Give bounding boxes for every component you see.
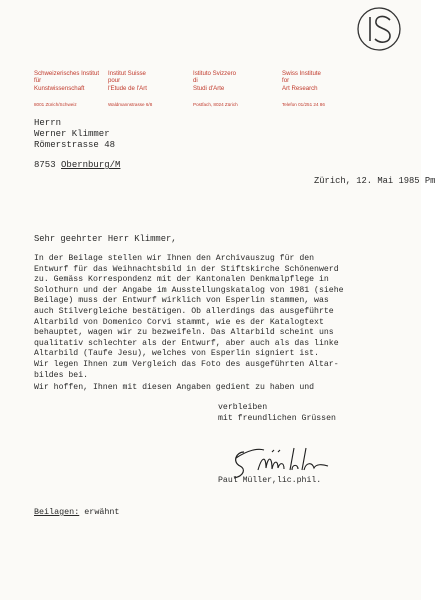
signer-name: Paul Müller,lic.phil. (218, 476, 322, 485)
body-line: auch Stilvergleiche bestätigen. Ob allerdings das ausgeführte (34, 306, 334, 316)
letterhead-address: 8001 Zürich/Schweiz (34, 102, 77, 107)
letterhead-address: Postfach, 8024 Zürich (193, 102, 238, 107)
letterhead-name-line: für (34, 77, 42, 85)
enclosure-value: erwähnt (84, 507, 120, 517)
letterhead-name-line: l'Etude de l'Art (108, 84, 147, 92)
letterhead-name-line: Kunstwissenschaft (34, 84, 85, 92)
letter-date: Zürich, 12. Mai 1985 Pm (314, 176, 435, 186)
letterhead-name-line: Institut Suisse (108, 70, 146, 77)
recipient-address (34, 118, 120, 171)
letterhead-name-line: Art Research (282, 84, 318, 92)
body-line: Beilage) muss der Entwurf wirklich von Esperlin stammen, was (34, 296, 329, 306)
body-line: Solothurn und der Angabe im Ausstellungskatalog von 1981 (siehe (34, 285, 344, 295)
letterhead-name-line: pour (108, 77, 121, 85)
letterhead-address: Telefon 01/251 24 86 (282, 102, 325, 107)
recipient-postcode: 8753 (34, 160, 56, 170)
body-line: zu. Gemäss Korrespondenz mit der Kantonalen Denkmalpflege in (34, 275, 329, 285)
enclosure-line (34, 507, 119, 517)
salutation: Sehr geehrter Herr Klimmer, (34, 234, 177, 244)
body-line: behauptet, wagen wir zu bezweifeln. Das Altarbild scheint uns (34, 328, 334, 338)
recipient-city-row (34, 160, 120, 171)
recipient-name: Werner Klimmer (34, 129, 110, 139)
letterhead-french (108, 70, 196, 107)
body-line: qualitativ schlechter als der Entwurf, aber auch als das linke (34, 338, 339, 348)
closing-line: mit freundlichen Grüssen (218, 413, 336, 423)
closing (218, 403, 336, 424)
letterhead-name-line: Swiss Institute (282, 70, 321, 77)
letterhead-english (282, 70, 370, 107)
closing-paragraph: Wir hoffen, Ihnen mit diesen Angaben gedient zu haben und (34, 383, 315, 392)
closing-line: verbleiben (218, 403, 268, 412)
recipient-street: Römerstrasse 48 (34, 140, 116, 150)
body-line: Entwurf für das Weihnachtsbild in der Stiftskirche Schönenwerd (34, 264, 339, 274)
institute-logo (356, 6, 402, 52)
letterhead-address: Waldmannstrasse 6/8 (108, 102, 153, 107)
letterhead-name-line: Schweizerisches Institut (34, 70, 100, 77)
letterhead-name-line: Istituto Svizzero (193, 70, 237, 77)
letterhead-name-line: Studi d'Arte (193, 84, 225, 92)
letterhead-name-line: for (282, 77, 290, 85)
letterhead-name-line: di (193, 77, 198, 85)
body-line: Altarbild von Domenico Corvi stammt, wie es der Katalogtext (34, 317, 324, 327)
letter-body (34, 254, 394, 381)
body-line: Wir legen Ihnen zum Vergleich das Foto des ausgeführten Altar- (34, 359, 339, 369)
enclosure-label: Beilagen: (34, 507, 80, 517)
body-line: bildes bei. (34, 370, 89, 380)
body-line: Altarbild (Taufe Jesu), welches von Esperlin signiert ist. (34, 349, 319, 359)
recipient-city: Obernburg/M (61, 160, 121, 170)
body-line: In der Beilage stellen wir Ihnen den Archivauszug für den (34, 254, 315, 263)
letterhead-italian (193, 70, 281, 107)
recipient-line: Herrn (34, 118, 62, 128)
